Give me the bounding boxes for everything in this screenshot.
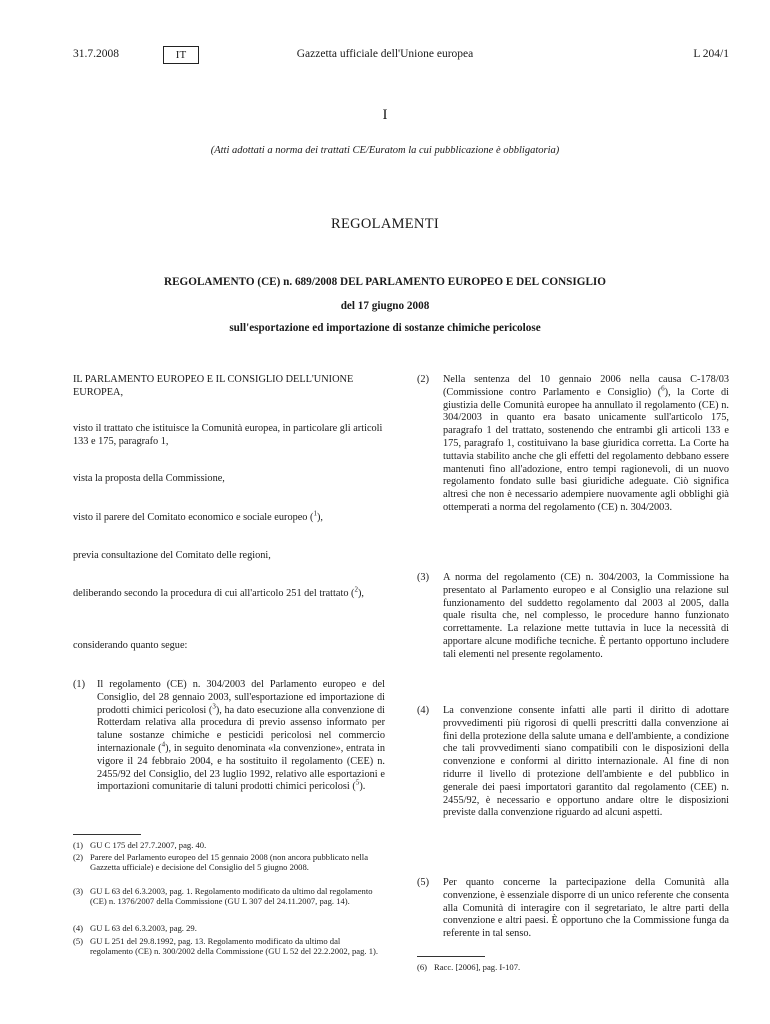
section-title: REGOLAMENTI bbox=[330, 216, 439, 232]
footnote-mark: (5) bbox=[73, 936, 84, 946]
regulation-subject: sull'esportazione ed importazione di sostanze chimiche pericolose bbox=[229, 322, 541, 334]
recital-3: A norma del regolamento (CE) n. 304/2003, la Commissione ha presentato al Parlamento europeo e al Consiglio una relazione sul funzionamento del suddetto regolamento dal 2003 al 2005, dalla quale risulta che, nel complesso, le procedure hanno funzionato correttamente. La relazione mette tuttavia in luce la necessità di apportare alcune modifiche tecniche. È pertanto opportuno includere tali elementi nel presente regolamento. bbox=[443, 572, 729, 660]
recital-5: Per quanto concerne la partecipazione della Comunità alla convenzione, è essenziale disporre di un unico referente che consenta alla Comunità di interagire con il segretariato, le altre parti della convenzione e altri paesi. È opportuno che la Commissione funga da referente in tal senso. bbox=[443, 877, 729, 940]
preamble-consultation: previa consultazione del Comitato delle regioni, bbox=[73, 550, 271, 561]
preamble-proposal: vista la proposta della Commissione, bbox=[73, 473, 225, 484]
footnote-5 bbox=[73, 936, 385, 969]
footnote-ref[interactable]: 1 bbox=[313, 509, 317, 518]
footnote-mark: (6) bbox=[417, 962, 428, 972]
footnote-ref[interactable]: 4 bbox=[161, 740, 166, 749]
journal-title: Gazzetta ufficiale dell'Unione europea bbox=[296, 48, 474, 60]
footnote-separator bbox=[73, 834, 141, 835]
recital-1: Il regolamento (CE) n. 304/2003 del Parlamento europeo e del Consiglio, del 28 gennaio 2003, sull'esportazione ed importazione di prodotti chimici pericolosi ($^3$), ha dato esecuzione alla convenzione di Rotterdam relativa alla procedura di previo assenso informato per talune sostanze chimiche e pesticidi pericolosi nel commercio internazionale ($^4$), in seguito denominata «la convenzione», entrata in vigore il 24 febbraio 2004, e ha sostituito il regolamento (CEE) n. 2455/92 del Consiglio, del 23 luglio 1992, relativo alle esportazioni e importazioni comunitarie di taluni prodotti chimici pericolosi ($^5$). bbox=[97, 679, 385, 793]
section-subtitle: (Atti adottati a norma dei trattati CE/Euratom la cui pubblicazione è obbligatoria) bbox=[210, 145, 560, 156]
footnote-text: GU L 251 del 29.8.1992, pag. 13. Regolamento modificato da ultimo dal regolamento (CE) n. 300/2002 della Commissione (GU L 52 del 22.2.2002, pag. 1). bbox=[90, 936, 379, 957]
regulation-date: del 17 giugno 2008 bbox=[340, 300, 430, 312]
preamble-opening: IL PARLAMENTO EUROPEO E IL CONSIGLIO DELL'UNIONE EUROPEA, bbox=[73, 374, 354, 398]
footnote-6 bbox=[417, 962, 729, 973]
footnote-ref[interactable]: 5 bbox=[355, 778, 360, 787]
footnote-mark: (4) bbox=[73, 923, 84, 933]
recital-text: , in seguito denominata «la convenzione», entrata in vigore il 24 febbraio 2004, e ha sostituito il regolamento (CEE) n. 2455/92 del Consiglio, del 23 luglio 1992, relativo alle esportazioni e importazioni comunitarie di taluni prodotti chimici pericolosi bbox=[97, 742, 385, 793]
preamble-procedure: deliberando secondo la procedura di cui all'articolo 251 del trattato ($^2$), bbox=[73, 585, 365, 599]
footnote-2 bbox=[73, 852, 385, 885]
preamble-considering: considerando quanto segue: bbox=[73, 640, 188, 651]
recital-number: (5) bbox=[417, 877, 430, 888]
footnote-mark: (2) bbox=[73, 852, 84, 862]
footnote-1 bbox=[73, 840, 385, 851]
footnote-mark: (1) bbox=[73, 840, 84, 850]
recital-number: (2) bbox=[417, 374, 430, 385]
footnote-text: GU L 63 del 6.3.2003, pag. 1. Regolamento modificato da ultimo dal regolamento (CE) n. 1376/2007 della Commissione (GU L 307 del 24.11.2007, pag. 14). bbox=[90, 886, 373, 907]
preamble-treaty: visto il trattato che istituisce la Comunità europea, in particolare gli articoli 133 e 175, paragrafo 1, bbox=[73, 423, 383, 447]
regulation-title: REGOLAMENTO (CE) n. 689/2008 DEL PARLAMENTO EUROPEO E DEL CONSIGLIO bbox=[164, 276, 606, 288]
recital-number: (3) bbox=[417, 572, 430, 583]
recital-text: Il regolamento (CE) n. 304/2003 del Parlamento europeo e del Consiglio, del 28 gennaio 2003, sull'esportazione ed importazione di prodotti chimici pericolosi bbox=[97, 679, 385, 716]
preamble-opinion: visto il parere del Comitato economico e sociale europeo ($^1$), bbox=[73, 509, 323, 523]
footnote-separator bbox=[417, 956, 485, 957]
recital-number: (1) bbox=[73, 679, 86, 690]
section-number: I bbox=[382, 107, 388, 123]
recital-2: Nella sentenza del 10 gennaio 2006 nella causa C-178/03 (Commissione contro Parlamento e Consiglio) ($^6$), la Corte di giustizia delle Comunità europee ha annullato il regolamento (CE) n. 304/2003 in quanto era basato unicamente sull'articolo 175, paragrafo 1 del trattato, sostenendo che entrambi gli articoli 133 e 175, paragrafo 1, costituivano la base giuridica corretta. La Corte ha tuttavia stabilito anche che gli effetti del regolamento debbano essere mantenuti fino all'adozione, entro tempi ragionevoli, di un nuovo regolamento fondato sulle basi giuridiche adeguate. Ciò significa altresì che non è necessario adempiere nuovamente agli obblighi già ottemperati a norma del regolamento (CE) n. 304/2003. bbox=[443, 374, 729, 513]
recital-4: La convenzione consente infatti alle parti il diritto di adottare provvedimenti più rigorosi di quelli prescritti dalla convenzione ai fini della protezione della salute umana e dell'ambiente, a condizione che tali provvedimenti siano compatibili con le disposizioni della convenzione e conformi al diritto internazionale. Al fine di non ridurre il livello di protezione dell'ambiente e del pubblico in generale dei paesi importatori garantito dal regolamento (CEE) n. 2455/92, è necessario e opportuno andare oltre le disposizioni previste dalla convenzione riguardo ad alcuni aspetti. bbox=[443, 705, 729, 819]
page-reference: L 204/1 bbox=[693, 48, 729, 60]
language-badge: IT bbox=[163, 46, 199, 64]
footnote-ref[interactable]: 6 bbox=[661, 384, 665, 393]
footnote-text: Parere del Parlamento europeo del 15 gennaio 2008 (non ancora pubblicato nella Gazzetta ufficiale) e decisione del Consiglio del 5 giugno 2008. bbox=[90, 852, 369, 873]
recital-text: Nella sentenza del 10 gennaio 2006 nella causa C-178/03 (Commissione contro Parlamento e Consiglio) bbox=[443, 374, 729, 398]
recital-text: , ha dato esecuzione alla convenzione di Rotterdam relativa alla procedura di previo assenso informato per talune sostanze chimiche e pesticidi pericolosi nel commercio internazionale bbox=[97, 704, 385, 754]
footnote-text: GU C 175 del 27.7.2007, pag. 40. bbox=[90, 840, 207, 850]
publication-date: 31.7.2008 bbox=[73, 48, 119, 60]
preamble-opinion-text: visto il parere del Comitato economico e sociale europeo bbox=[73, 512, 308, 523]
footnote-4 bbox=[73, 923, 385, 934]
footnote-text: Racc. [2006], pag. I-107. bbox=[434, 962, 521, 972]
footnote-ref[interactable]: 2 bbox=[354, 585, 358, 594]
footnote-3 bbox=[73, 886, 385, 919]
footnote-mark: (3) bbox=[73, 886, 84, 896]
recital-number: (4) bbox=[417, 705, 430, 716]
footnote-ref[interactable]: 3 bbox=[212, 702, 216, 711]
preamble-procedure-text: deliberando secondo la procedura di cui all'articolo 251 del trattato bbox=[73, 588, 349, 599]
footnote-text: GU L 63 del 6.3.2003, pag. 29. bbox=[90, 923, 197, 933]
recital-text: , la Corte di giustizia delle Comunità europee ha annullato il regolamento (CE) n. 304/2003 in quanto era basato unicamente sull'articolo 175, paragrafo 1 del trattato, sostenendo che entrambi gli articoli 133 e 175, paragrafo 1, costituivano la base giuridica corretta. La Corte ha tuttavia stabilito anche che gli effetti del regolamento debbano essere mantenuti fino all'adozione, entro tempi ragionevoli, di un nuovo regolamento fondato sulle basi giuridiche adeguate. Ciò significa altresì che non è necessario adempiere nuovamente agli obblighi già ottemperati a norma del regolamento (CE) n. 304/2003. bbox=[443, 386, 729, 513]
